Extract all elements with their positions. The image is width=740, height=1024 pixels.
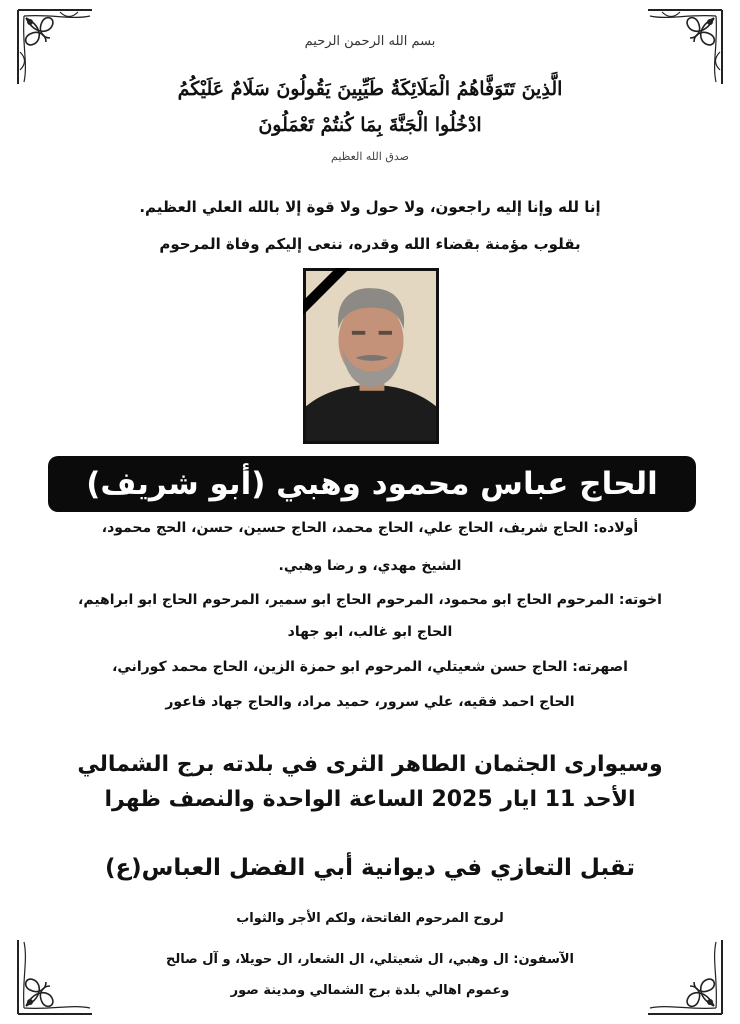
mourners-line: الآسفون: ال وهبي، ال شعيتلي، ال الشعار، ال حويلا، و آل صالح: [165, 952, 574, 967]
sons-line-2: الشيخ مهدي، و رضا وهبي.: [278, 558, 462, 574]
brothers-line-1: اخوته: المرحوم الحاج ابو محمود، المرحوم الحاج ابو سمير، المرحوم الحاج ابو ابراهيم،: [78, 592, 662, 608]
mourning-ribbon-icon: [303, 268, 363, 328]
inlaws-line-1: اصهرته: الحاج حسن شعيتلي، المرحوم ابو حمزة الزين، الحاج محمد كوراني،: [112, 659, 628, 675]
basmala: بسم الله الرحمن الرحيم: [304, 34, 436, 49]
general-mourners-line: وعموم اهالي بلدة برج الشمالي ومدينة صور: [230, 983, 510, 998]
deceased-name: الحاج عباس محمود وهبي (أبو شريف): [48, 456, 696, 512]
fatiha-line: لروح المرحوم الفاتحة، ولكم الأجر والثواب: [236, 911, 504, 926]
floral-corner-icon: [12, 934, 98, 1020]
intro-line-1: إنا لله وإنا إليه راجعون، ولا حول ولا قوة إلا بالله العلي العظيم.: [139, 198, 601, 216]
condolences-location: تقبل التعازي في ديوانية أبي الفضل العباس(ع): [104, 855, 636, 881]
floral-corner-icon: [642, 934, 728, 1020]
quran-verse-line-1: الَّذِينَ تَتَوَفَّاهُمُ الْمَلَائِكَةُ طَيِّبِينَ يَقُولُونَ سَلَامٌ عَلَيْكُمُ: [177, 78, 563, 100]
intro-line-2: بقلوب مؤمنة بقضاء الله وقدره، ننعى إليكم وفاة المرحوم: [159, 235, 581, 253]
brothers-line-2: الحاج ابو غالب، ابو جهاد: [287, 624, 453, 640]
sadaqa-allah: صدق الله العظيم: [331, 150, 409, 163]
funeral-line-1: وسيوارى الجثمان الطاهر الثرى في بلدته برج الشمالي: [77, 752, 663, 777]
inlaws-line-2: الحاج احمد فقيه، علي سرور، حميد مراد، والحاج جهاد فاعور: [165, 694, 575, 710]
sons-line-1: أولاده: الحاج شريف، الحاج علي، الحاج محمد، الحاج حسين، حسن، الحج محمود،: [101, 520, 639, 536]
quran-verse-line-2: ادْخُلُوا الْجَنَّةَ بِمَا كُنتُمْ تَعْمَلُونَ: [258, 114, 482, 136]
funeral-line-2: الأحد 11 ايار 2025 الساعة الواحدة والنصف ظهرا: [104, 787, 636, 812]
